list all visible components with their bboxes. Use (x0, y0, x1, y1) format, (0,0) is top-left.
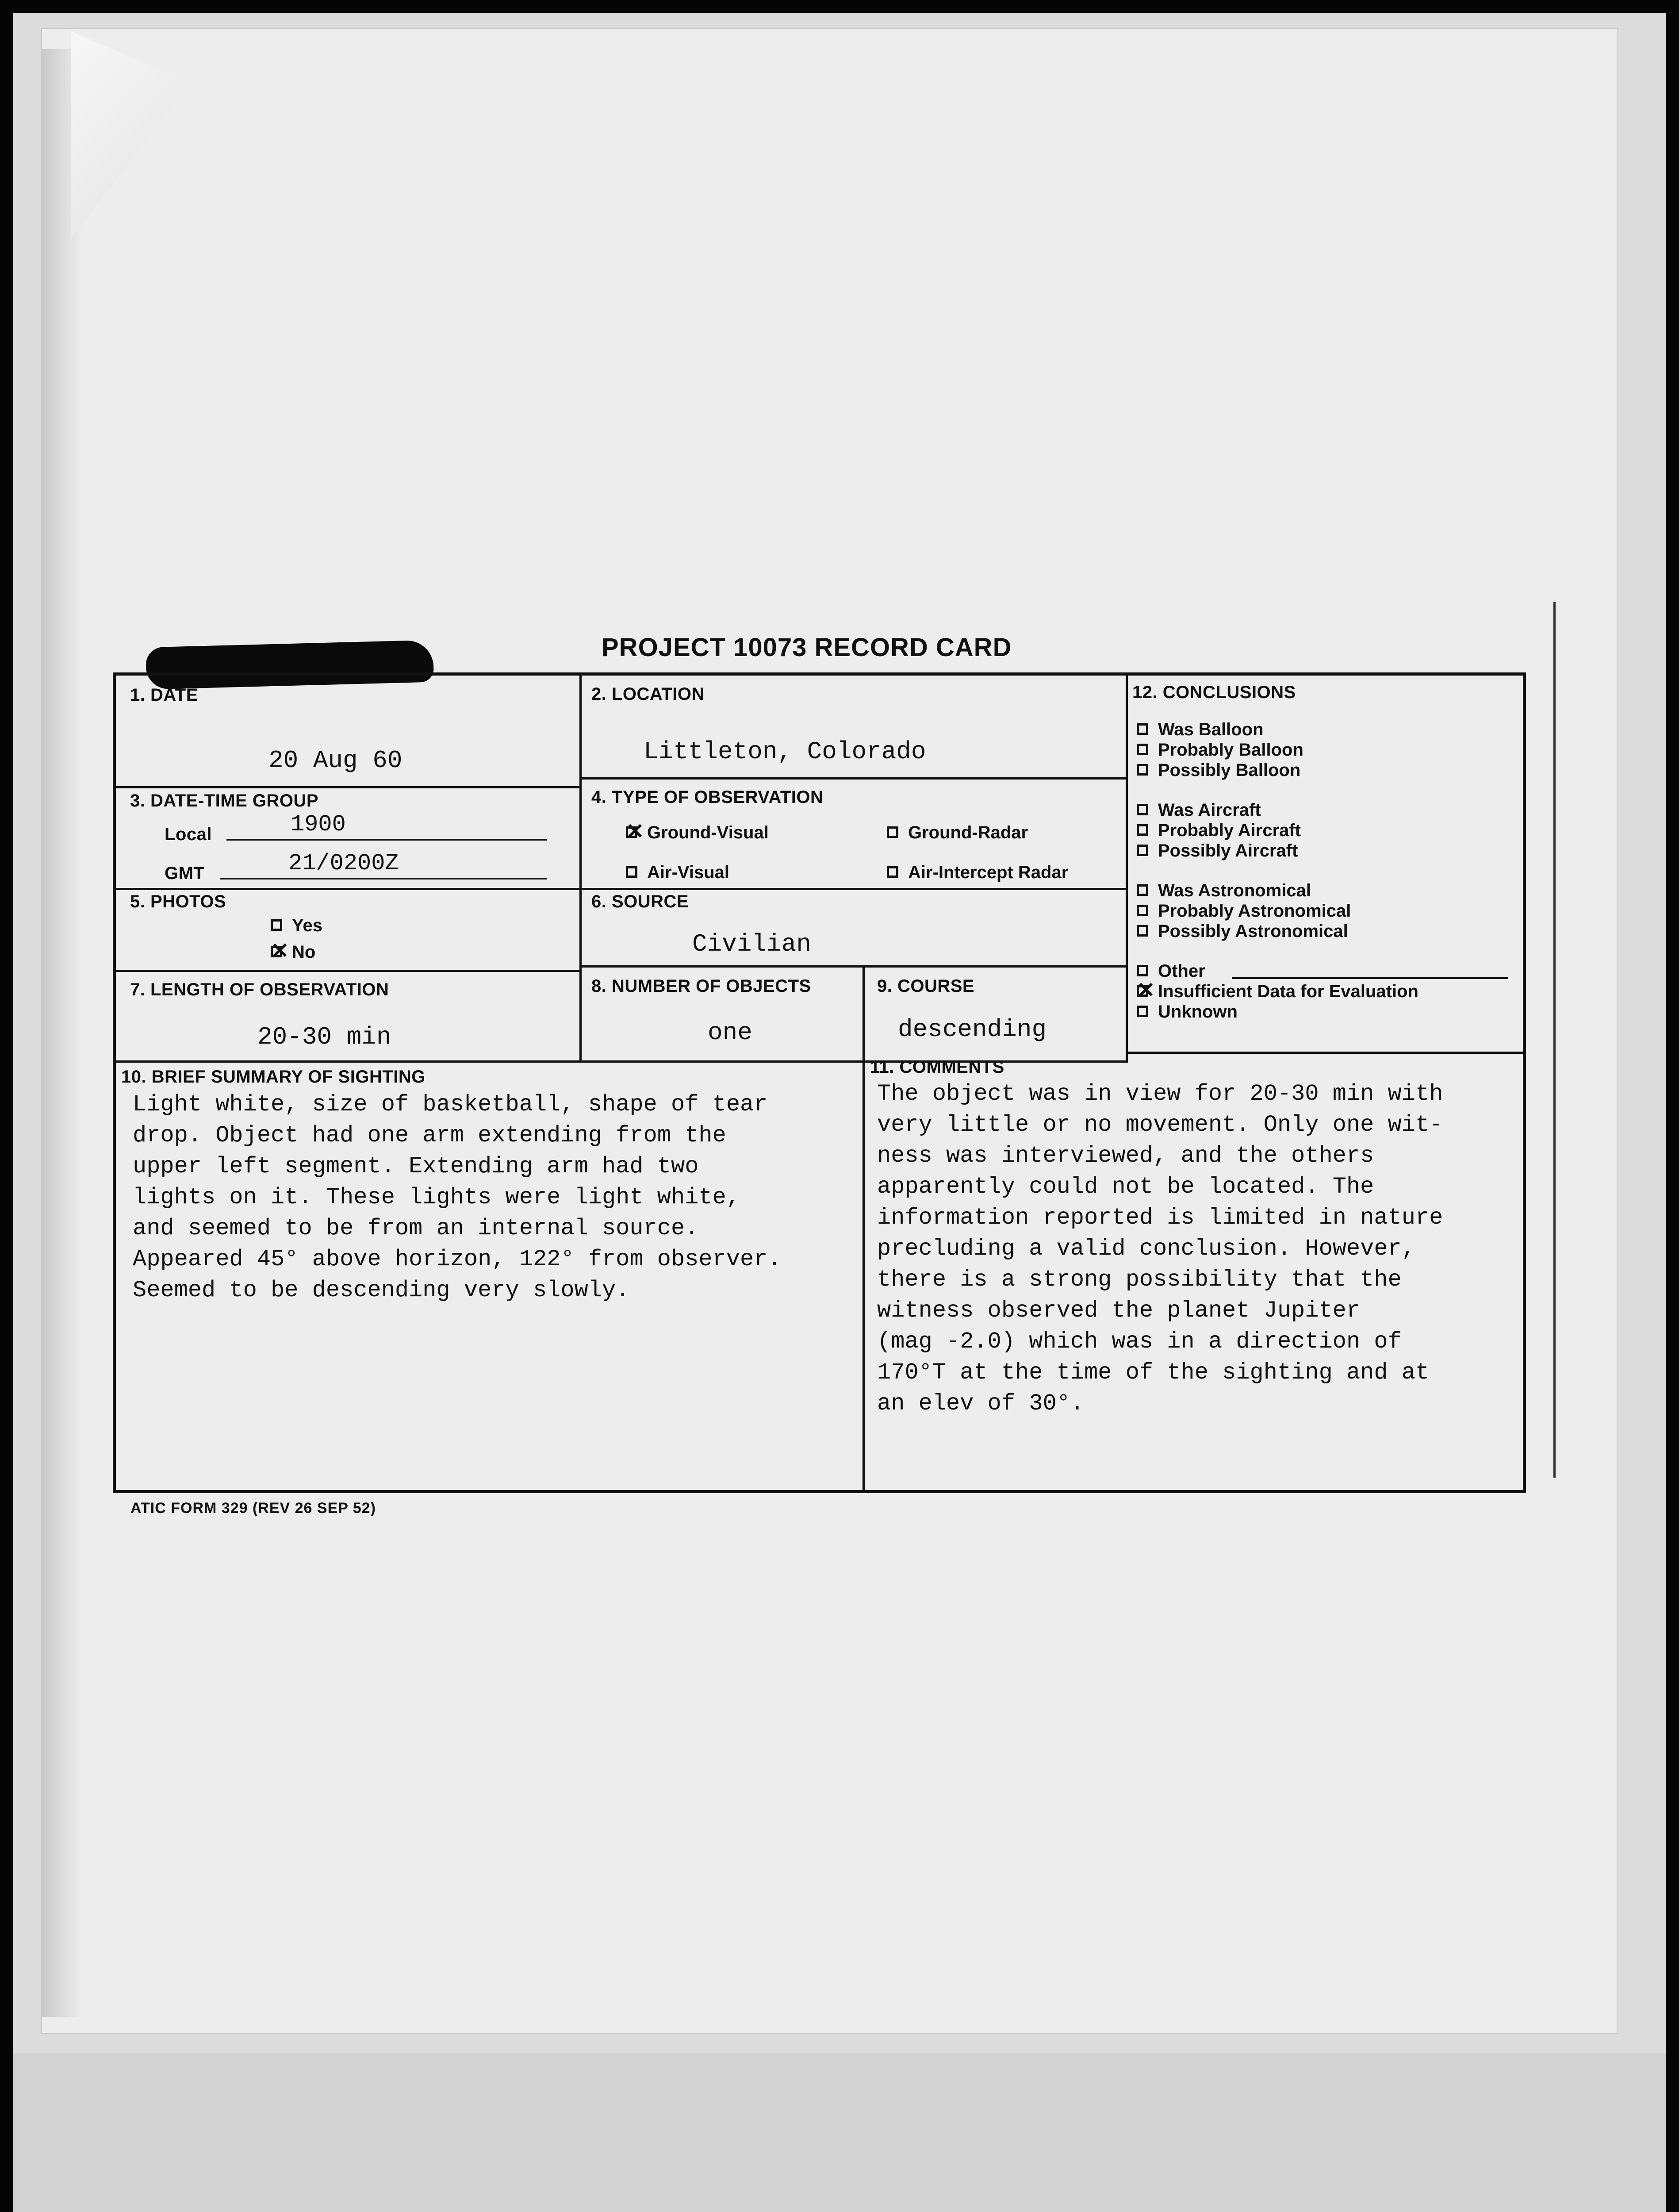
conclusion-probably-astronomical[interactable] (1137, 901, 1351, 921)
number-objects-value: one (708, 1018, 752, 1047)
comments-text: The object was in view for 20-30 min with very little or no movement. Only one wit- ness was interviewed, and the others apparently could not be located. The information reported is limited in nature precluding a valid conclusion. However, there is a strong possibility that the witness observed the planet Jupiter (mag -2.0) which was in a direction of 170°T at the time of the sighting and at an elev of 30°. (877, 1081, 1443, 1417)
length-value: 20-30 min (257, 1023, 391, 1051)
course-label: 9. COURSE (877, 976, 975, 996)
conclusion-probably-aircraft-label: Probably Aircraft (1158, 821, 1301, 840)
date-cell (116, 676, 582, 788)
option-air-visual-label: Air-Visual (647, 863, 729, 882)
checkbox-possibly-balloon[interactable] (1137, 764, 1148, 776)
summary-text: Light white, size of basketball, shape of tear drop. Object had one arm extending from the upper left segment. Extending arm had two lights on it. These lights were light white, and seemed to be from an internal source. Appeared 45° above horizon, 122° from observer. Seemed to be descending very slowly. (133, 1091, 782, 1303)
conclusions-label: 12. CONCLUSIONS (1132, 683, 1296, 702)
option-ground-visual[interactable] (626, 823, 769, 843)
scan-bottom-area (13, 2053, 1666, 2212)
photos-label: 5. PHOTOS (130, 892, 226, 911)
comments-cell (865, 1054, 1523, 1490)
conclusion-was-aircraft[interactable] (1137, 800, 1261, 820)
option-air-intercept-radar-label: Air-Intercept Radar (908, 863, 1069, 882)
checkbox-possibly-aircraft[interactable] (1137, 845, 1148, 856)
option-photos-yes[interactable] (271, 916, 322, 936)
datetime-group-label: 3. DATE-TIME GROUP (130, 791, 319, 810)
local-underline (226, 839, 547, 841)
option-photos-no[interactable] (271, 942, 315, 962)
location-cell (582, 676, 1128, 780)
record-card (113, 672, 1526, 1493)
conclusion-possibly-balloon-label: Possibly Balloon (1158, 760, 1301, 780)
option-ground-visual-label: Ground-Visual (647, 823, 769, 842)
number-objects-label: 8. NUMBER OF OBJECTS (591, 976, 811, 996)
checkbox-insufficient-data[interactable] (1137, 985, 1148, 997)
checkbox-unknown[interactable] (1137, 1006, 1148, 1017)
source-label: 6. SOURCE (591, 892, 689, 911)
conclusion-probably-balloon[interactable] (1137, 740, 1303, 760)
location-value: Littleton, Colorado (644, 737, 926, 766)
conclusion-unknown-label: Unknown (1158, 1002, 1238, 1022)
conclusion-was-balloon[interactable] (1137, 720, 1264, 739)
checkbox-other[interactable] (1137, 965, 1148, 976)
course-value: descending (898, 1015, 1047, 1044)
checkbox-possibly-astronomical[interactable] (1137, 925, 1148, 937)
paper-edge-shadow (42, 49, 82, 2017)
course-cell (865, 968, 1128, 1063)
summary-label: 10. BRIEF SUMMARY OF SIGHTING (121, 1067, 426, 1087)
checkbox-photos-no[interactable] (271, 946, 282, 957)
checkbox-was-aircraft[interactable] (1137, 804, 1148, 815)
gmt-underline (220, 878, 547, 879)
date-label: 1. DATE (130, 685, 198, 705)
card-title: PROJECT 10073 RECORD CARD (602, 633, 1012, 662)
option-photos-no-label: No (292, 942, 316, 962)
conclusion-was-astronomical-label: Was Astronomical (1158, 881, 1311, 900)
location-label: 2. LOCATION (591, 684, 705, 704)
option-ground-radar-label: Ground-Radar (908, 823, 1028, 842)
checkbox-probably-balloon[interactable] (1137, 744, 1148, 755)
checkbox-air-visual[interactable] (626, 866, 637, 878)
local-label: Local (165, 825, 212, 844)
conclusion-possibly-aircraft[interactable] (1137, 841, 1298, 860)
comments-label: 11. COMMENTS (870, 1057, 1004, 1077)
conclusion-possibly-balloon[interactable] (1137, 760, 1300, 780)
form-number: ATIC FORM 329 (REV 26 SEP 52) (130, 1500, 376, 1517)
option-ground-radar[interactable] (887, 823, 1028, 843)
conclusion-insufficient-data-label: Insufficient Data for Evaluation (1158, 982, 1418, 1001)
conclusion-was-balloon-label: Was Balloon (1158, 720, 1264, 739)
checkbox-air-intercept-radar[interactable] (887, 866, 898, 878)
conclusion-insufficient-data[interactable] (1137, 982, 1418, 1001)
datetime-group-cell (116, 788, 582, 890)
conclusion-other-label: Other (1158, 961, 1205, 981)
photos-cell (116, 890, 582, 972)
number-objects-cell (582, 968, 865, 1063)
option-air-visual[interactable] (626, 863, 729, 883)
observation-type-cell (582, 780, 1128, 890)
conclusion-probably-balloon-label: Probably Balloon (1158, 740, 1303, 760)
conclusion-was-astronomical[interactable] (1137, 881, 1311, 900)
conclusion-probably-aircraft[interactable] (1137, 821, 1301, 840)
summary-cell (116, 1063, 865, 1490)
conclusion-possibly-astronomical[interactable] (1137, 922, 1348, 941)
conclusions-cell (1128, 676, 1523, 1054)
source-cell (582, 890, 1128, 968)
local-value: 1900 (291, 811, 346, 837)
observation-type-label: 4. TYPE OF OBSERVATION (591, 787, 824, 807)
gmt-label: GMT (165, 864, 205, 883)
option-photos-yes-label: Yes (292, 916, 322, 935)
checkbox-ground-radar[interactable] (887, 826, 898, 838)
source-value: Civilian (692, 930, 811, 958)
length-cell (116, 972, 582, 1063)
date-value: 20 Aug 60 (268, 746, 402, 775)
checkbox-was-astronomical[interactable] (1137, 884, 1148, 896)
gmt-value: 21/0200Z (288, 850, 399, 876)
conclusion-unknown[interactable] (1137, 1002, 1238, 1022)
checkbox-probably-astronomical[interactable] (1137, 905, 1148, 916)
checkbox-was-balloon[interactable] (1137, 723, 1148, 735)
conclusion-possibly-aircraft-label: Possibly Aircraft (1158, 841, 1298, 860)
conclusion-was-aircraft-label: Was Aircraft (1158, 800, 1261, 820)
conclusion-probably-astronomical-label: Probably Astronomical (1158, 901, 1351, 921)
option-air-intercept-radar[interactable] (887, 863, 1068, 883)
length-label: 7. LENGTH OF OBSERVATION (130, 980, 389, 999)
checkbox-probably-aircraft[interactable] (1137, 824, 1148, 836)
conclusion-possibly-astronomical-label: Possibly Astronomical (1158, 922, 1348, 941)
other-underline (1232, 977, 1508, 979)
checkbox-ground-visual[interactable] (626, 826, 637, 838)
checkbox-photos-yes[interactable] (271, 919, 282, 931)
margin-mark (1553, 602, 1556, 1478)
